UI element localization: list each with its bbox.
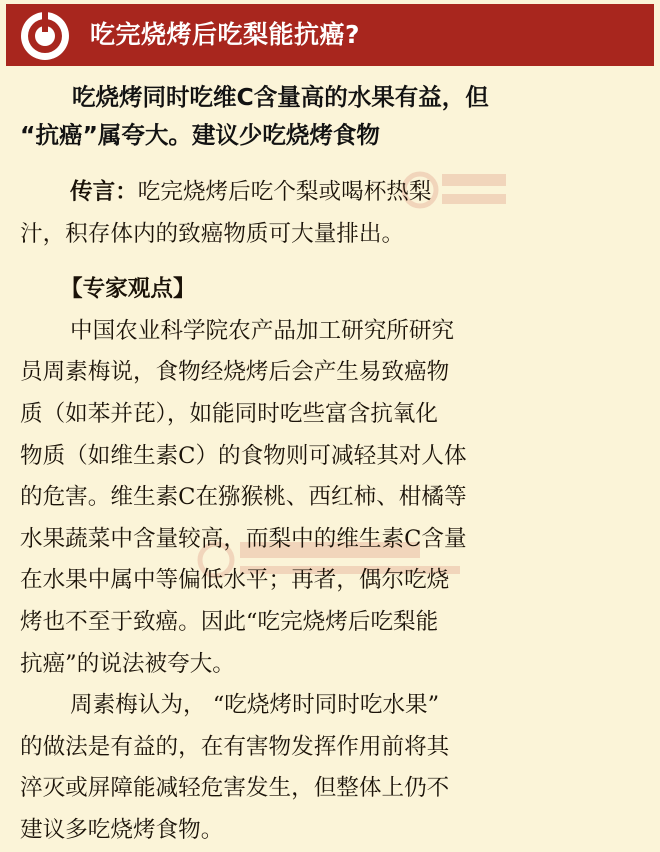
red-circle-logo-icon xyxy=(20,11,70,61)
paragraph-line: 中国农业科学院农产品加工研究所研究 xyxy=(70,317,455,344)
paragraph-line: 的危害。维生素C在猕猴桃、西红柿、柑橘等 xyxy=(20,484,467,511)
article-body xyxy=(20,172,645,852)
paragraph-line: 建议多吃烧烤食物。 xyxy=(20,816,224,843)
rumor-label: 传言： xyxy=(70,179,138,205)
paragraph-line: 员周素梅说，食物经烧烤后会产生易致癌物 xyxy=(20,359,450,386)
paragraph-line: 水果蔬菜中含量较高，而梨中的维生素C含量 xyxy=(20,525,467,552)
rumor-line: 汁，积存体内的致癌物质可大量排出。 xyxy=(20,220,405,247)
paragraph-line: 物质（如维生素C）的食物则可减轻其对人体 xyxy=(20,442,467,469)
subtitle-line: 吃烧烤同时吃维C含量高的水果有益，但 xyxy=(72,83,489,111)
paragraph-line: 周素梅认为， “吃烧烤时同时吃水果” xyxy=(70,692,440,719)
paragraph-line: 烤也不至于致癌。因此“吃完烧烤后吃梨能 xyxy=(20,608,439,635)
expert-heading: 【专家观点】 xyxy=(60,276,196,303)
paragraph-line: 的做法是有益的，在有害物发挥作用前将其 xyxy=(20,733,450,760)
paragraph-line: 质（如苯并芘），如能同时吃些富含抗氧化 xyxy=(20,400,438,427)
rumor-line xyxy=(20,172,645,214)
rumor-text: 吃完烧烤后吃个梨或喝杯热梨 xyxy=(137,179,432,205)
paragraph-line: 淬灭或屏障能减轻危害发生，但整体上仍不 xyxy=(20,775,450,802)
header-title: 吃完烧烤后吃梨能抗癌? xyxy=(90,20,361,49)
header-bar xyxy=(6,4,654,66)
paragraph-line: 在水果中属中等偏低水平；再者，偶尔吃烧 xyxy=(20,567,450,594)
subtitle xyxy=(20,78,640,154)
subtitle-line: “抗癌”属夸大。建议少吃烧烤食物 xyxy=(20,121,380,149)
paragraph-line: 抗癌”的说法被夸大。 xyxy=(20,650,235,677)
